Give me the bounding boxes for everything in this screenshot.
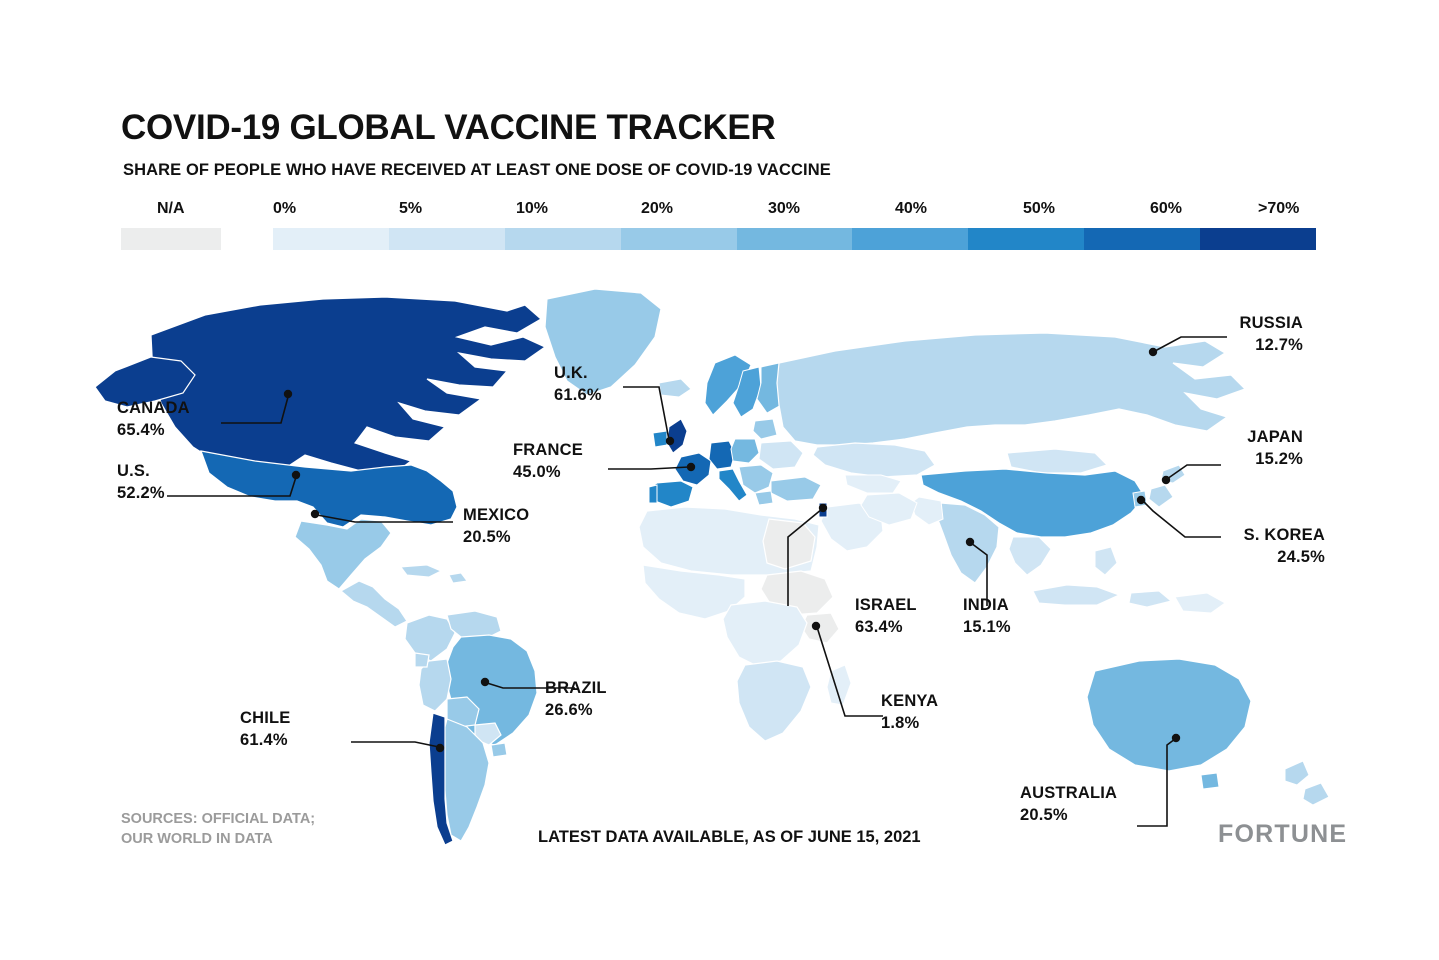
country-new-zealand [1285,761,1329,805]
callout-canada [117,397,190,442]
country-iceland [659,379,691,397]
region-caribbean [401,565,467,583]
callout-uk [554,362,602,407]
region-southeast-asia [1009,537,1051,575]
callout-kenya [881,690,938,735]
country-ecuador [415,653,429,667]
callout-japan-value: 15.2% [1255,450,1303,469]
callout-france [513,439,583,484]
callout-france-value: 45.0% [513,463,561,482]
callout-kenya-value: 1.8% [881,714,920,733]
region-central-asia [845,475,901,493]
legend-na-label: N/A [157,200,185,217]
legend-swatch-0 [273,228,389,250]
dot-israel [819,504,827,512]
sources-line-1: SOURCES: OFFICIAL DATA; [121,811,316,827]
legend-swatch-4 [737,228,853,250]
country-venezuela [447,611,501,639]
country-indonesia [1033,585,1171,607]
country-mongolia [1007,449,1107,473]
legend-swatch-6 [968,228,1084,250]
country-turkey [771,477,821,501]
callout-canada-name: CANADA [117,399,190,417]
callout-russia-value: 12.7% [1255,336,1303,355]
region-balkans [739,465,773,493]
legend-tick-labels [273,198,1316,224]
legend-swatch-7 [1084,228,1200,250]
callout-brazil [545,677,607,722]
callout-mexico-name: MEXICO [463,506,530,524]
fortune-logo: FORTUNE [1218,820,1348,848]
dot-us [292,471,300,479]
country-united-kingdom [667,419,687,453]
callout-australia [1020,782,1117,827]
country-kazakhstan [813,443,935,477]
callout-russia [1128,312,1303,357]
country-greece [755,491,773,505]
dot-skorea [1137,496,1145,504]
legend-tick-8: >70% [1258,200,1300,217]
callout-skorea-value: 24.5% [1277,548,1325,567]
legend-tick-4: 30% [768,200,801,217]
callout-india [963,594,1011,639]
page-subtitle: SHARE OF PEOPLE WHO HAVE RECEIVED AT LEAST ONE DOSE OF COVID-19 VACCINE [123,161,831,179]
sources-line-2: OUR WORLD IN DATA [121,830,273,847]
world-choropleth-map [55,275,1385,865]
legend-tick-1: 5% [399,200,423,217]
callout-japan [1128,426,1303,471]
region-southern-africa [737,661,811,741]
legend-tick-3: 20% [641,200,674,217]
callout-france-name: FRANCE [513,441,583,459]
country-ukraine [759,441,803,469]
dot-uk [666,437,674,445]
region-baltic-states [753,419,777,439]
callout-us-name: U.S. [117,462,150,480]
legend-swatch-1 [389,228,505,250]
country-colombia [405,615,455,661]
legend-tick-0: 0% [273,200,297,217]
country-portugal [649,485,657,503]
dot-kenya [812,622,820,630]
callout-mexico-value: 20.5% [463,528,511,547]
region-central-africa [723,601,807,667]
callout-australia-value: 20.5% [1020,806,1068,825]
legend-tick-6: 50% [1023,200,1056,217]
dot-chile [436,744,444,752]
sources-note [121,810,315,849]
callout-chile [240,707,291,752]
callout-israel-value: 63.4% [855,618,903,637]
callout-india-value: 15.1% [963,618,1011,637]
callout-uk-name: U.K. [554,364,588,382]
country-pakistan [911,497,943,525]
legend-color-scale [273,228,1316,250]
country-uruguay [491,743,507,757]
callout-kenya-name: KENYA [881,692,939,710]
legend-tick-2: 10% [516,200,549,217]
dot-mexico [311,510,319,518]
dot-france [687,463,695,471]
legend-na-swatch [121,228,221,250]
callout-mexico [463,504,529,549]
legend-swatch-2 [505,228,621,250]
country-poland [731,439,759,463]
country-ireland [653,431,667,447]
legend-swatch-3 [621,228,737,250]
dot-australia [1172,734,1180,742]
callout-israel-name: ISRAEL [855,596,917,614]
callout-chile-name: CHILE [240,709,291,727]
callout-brazil-name: BRAZIL [545,679,607,697]
callout-india-name: INDIA [963,596,1009,614]
dot-india [966,538,974,546]
callout-us-value: 52.2% [117,484,165,503]
callout-chile-value: 61.4% [240,731,288,750]
legend-tick-7: 60% [1150,200,1183,217]
country-mexico [295,519,391,589]
dot-canada [284,390,292,398]
callout-skorea [1128,524,1325,569]
region-central-america [341,581,407,627]
callout-canada-value: 65.4% [117,421,165,440]
callout-australia-name: AUSTRALIA [1020,784,1118,802]
country-tasmania [1201,773,1219,789]
legend-swatch-5 [852,228,968,250]
as-of-note: LATEST DATA AVAILABLE, AS OF JUNE 15, 2021 [538,828,921,846]
dot-brazil [481,678,489,686]
country-australia [1087,659,1251,771]
legend-tick-5: 40% [895,200,928,217]
callout-us [117,460,165,505]
legend-swatch-8 [1200,228,1316,250]
leader-line-chile [351,742,439,747]
country-philippines [1095,547,1117,575]
callout-japan-name: JAPAN [1247,428,1303,446]
callout-uk-value: 61.6% [554,386,602,405]
callout-russia-name: RUSSIA [1239,314,1303,332]
callout-israel [855,594,917,639]
legend [121,198,1316,253]
callout-brazil-value: 26.6% [545,701,593,720]
page-title: COVID-19 GLOBAL VACCINE TRACKER [121,108,776,147]
country-germany [709,441,735,469]
callout-skorea-name: S. KOREA [1243,526,1325,544]
country-japan [1149,465,1185,507]
country-papua-new-guinea [1175,593,1225,613]
dot-japan [1162,476,1170,484]
